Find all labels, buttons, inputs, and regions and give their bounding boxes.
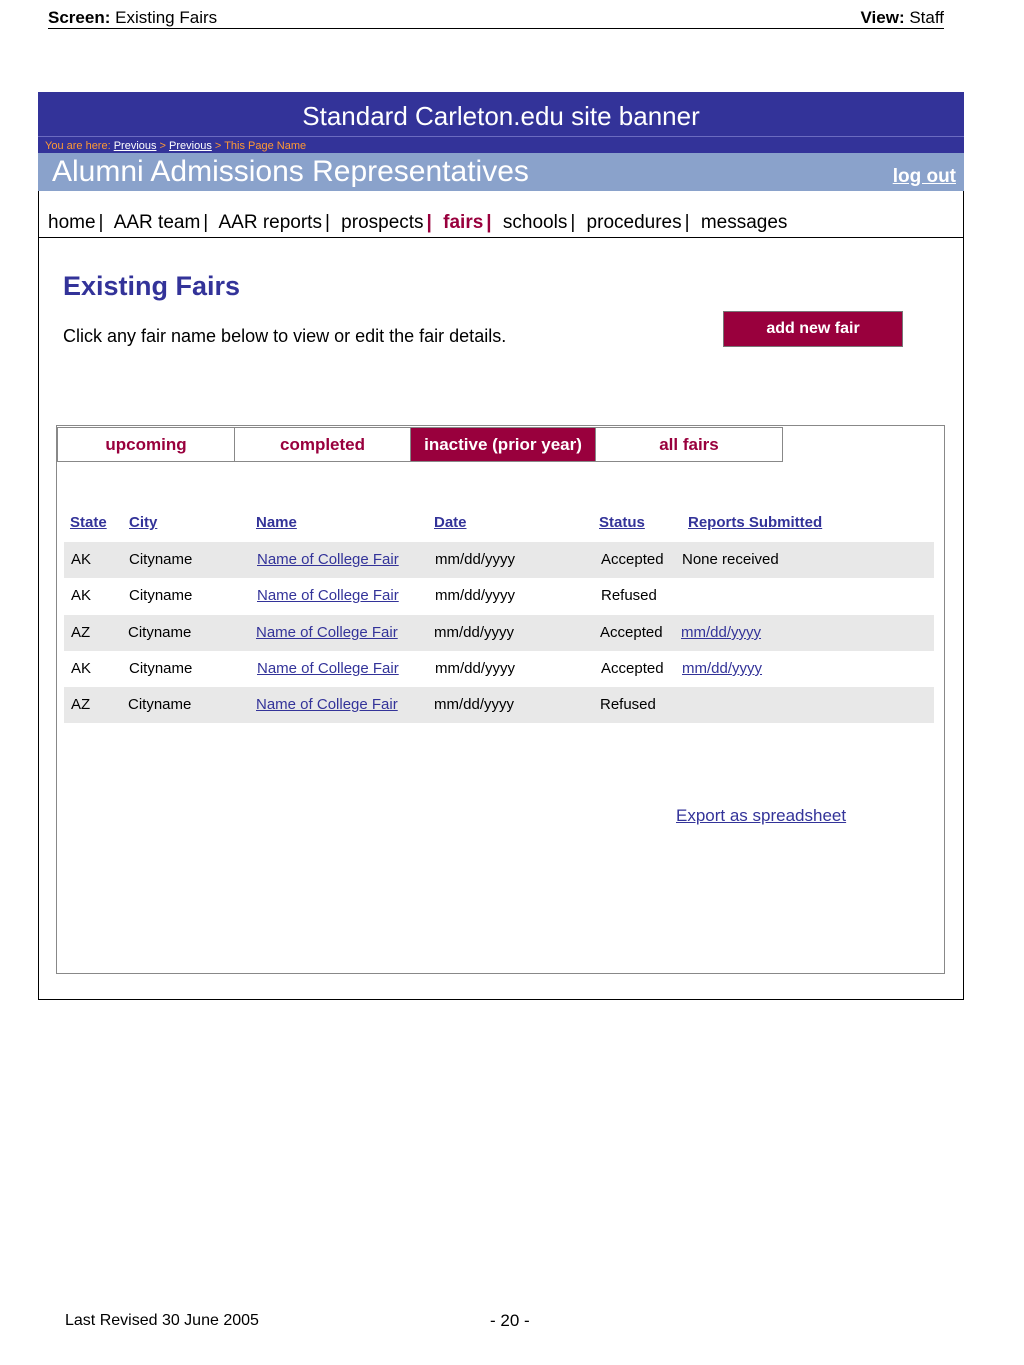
nav-separator: | xyxy=(98,212,104,233)
nav-item-schools[interactable]: schools xyxy=(502,212,568,233)
page-title: Existing Fairs xyxy=(63,271,241,301)
table-row xyxy=(64,578,934,614)
tab-inactive-prior-year[interactable]: inactive (prior year) xyxy=(410,427,596,462)
column-header-date[interactable]: Date xyxy=(434,514,467,531)
tab-all-fairs[interactable]: all fairs xyxy=(595,427,783,462)
cell-status: Accepted xyxy=(601,551,664,568)
nav-item-procedures[interactable]: procedures xyxy=(586,212,682,233)
nav-item-aar-team[interactable]: AAR team xyxy=(113,212,201,233)
cell-city: Cityname xyxy=(129,660,193,677)
fair-name-link[interactable]: Name of College Fair xyxy=(257,587,399,604)
app-title: Alumni Admissions Representatives xyxy=(52,155,529,188)
add-new-fair-button[interactable]: add new fair xyxy=(723,311,903,347)
nav-separator: | xyxy=(570,212,576,233)
nav-separator: | xyxy=(203,212,209,233)
cell-city: Cityname xyxy=(128,696,192,713)
footer-page-number: - 20 - xyxy=(490,1311,530,1330)
cell-state: AK xyxy=(71,551,92,568)
cell-city: Cityname xyxy=(128,624,192,641)
cell-date: mm/dd/yyyy xyxy=(435,660,516,677)
column-header-city[interactable]: City xyxy=(129,514,158,531)
nav-item-aar-reports[interactable]: AAR reports xyxy=(218,212,322,233)
cell-reports: None received xyxy=(682,551,779,568)
breadcrumb-current: This Page Name xyxy=(224,140,307,152)
table-row xyxy=(64,542,934,578)
nav-separator: | xyxy=(486,212,492,233)
nav-item-prospects[interactable]: prospects xyxy=(341,212,424,233)
column-header-status[interactable]: Status xyxy=(599,514,645,531)
nav-item-fairs[interactable]: fairs xyxy=(443,212,484,233)
app-title-bar xyxy=(38,153,964,191)
fair-name-link[interactable]: Name of College Fair xyxy=(256,696,398,713)
cell-state: AZ xyxy=(71,696,91,713)
cell-status: Accepted xyxy=(600,624,663,641)
instructions-text: Click any fair name below to view or edit the fair details. xyxy=(63,326,507,346)
table-row xyxy=(64,687,934,723)
column-header-name[interactable]: Name xyxy=(256,514,297,531)
fair-name-link[interactable]: Name of College Fair xyxy=(257,551,399,568)
cell-status: Refused xyxy=(601,587,657,604)
site-banner: Standard Carleton.edu site banner xyxy=(38,92,964,136)
column-header-reports-submitted[interactable]: Reports Submitted xyxy=(688,514,823,531)
view-name xyxy=(861,8,944,28)
fair-name-link[interactable]: Name of College Fair xyxy=(256,624,398,641)
report-date-link[interactable]: mm/dd/yyyy xyxy=(682,660,763,677)
screen-name xyxy=(48,8,217,28)
table-row xyxy=(64,615,934,651)
screen-label: Screen: xyxy=(48,8,111,27)
main-nav xyxy=(38,210,964,238)
fair-name-link[interactable]: Name of College Fair xyxy=(257,660,399,677)
cell-state: AK xyxy=(71,660,92,677)
screen-value: Existing Fairs xyxy=(115,8,218,27)
cell-date: mm/dd/yyyy xyxy=(434,624,515,641)
table-row xyxy=(64,651,934,687)
view-label: View: xyxy=(860,8,905,27)
tab-upcoming[interactable]: upcoming xyxy=(57,427,235,462)
nav-item-messages[interactable]: messages xyxy=(700,212,788,233)
column-header-state[interactable]: State xyxy=(70,514,107,531)
tab-completed[interactable]: completed xyxy=(234,427,411,462)
logout-link[interactable]: log out xyxy=(892,166,956,187)
cell-status: Accepted xyxy=(601,660,664,677)
nav-separator: | xyxy=(426,212,432,233)
document-header xyxy=(48,8,944,29)
breadcrumb-link-previous-1[interactable]: Previous xyxy=(113,140,157,152)
export-spreadsheet-link[interactable]: Export as spreadsheet xyxy=(676,806,847,825)
nav-separator: | xyxy=(324,212,330,233)
breadcrumb xyxy=(38,136,964,153)
cell-city: Cityname xyxy=(129,551,193,568)
breadcrumb-separator: > xyxy=(211,140,225,152)
cell-state: AZ xyxy=(71,624,91,641)
breadcrumb-separator: > xyxy=(156,140,170,152)
cell-state: AK xyxy=(71,587,92,604)
view-value: Staff xyxy=(909,8,944,27)
cell-date: mm/dd/yyyy xyxy=(434,696,515,713)
cell-date: mm/dd/yyyy xyxy=(435,587,516,604)
cell-status: Refused xyxy=(600,696,656,713)
breadcrumb-link-previous-2[interactable]: Previous xyxy=(169,140,212,152)
nav-item-home[interactable]: home xyxy=(48,212,96,233)
cell-date: mm/dd/yyyy xyxy=(435,551,516,568)
footer-revised: Last Revised 30 June 2005 xyxy=(65,1312,259,1329)
report-date-link[interactable]: mm/dd/yyyy xyxy=(681,624,762,641)
nav-separator: | xyxy=(684,212,690,233)
cell-city: Cityname xyxy=(129,587,193,604)
breadcrumb-prefix: You are here: xyxy=(45,140,114,152)
